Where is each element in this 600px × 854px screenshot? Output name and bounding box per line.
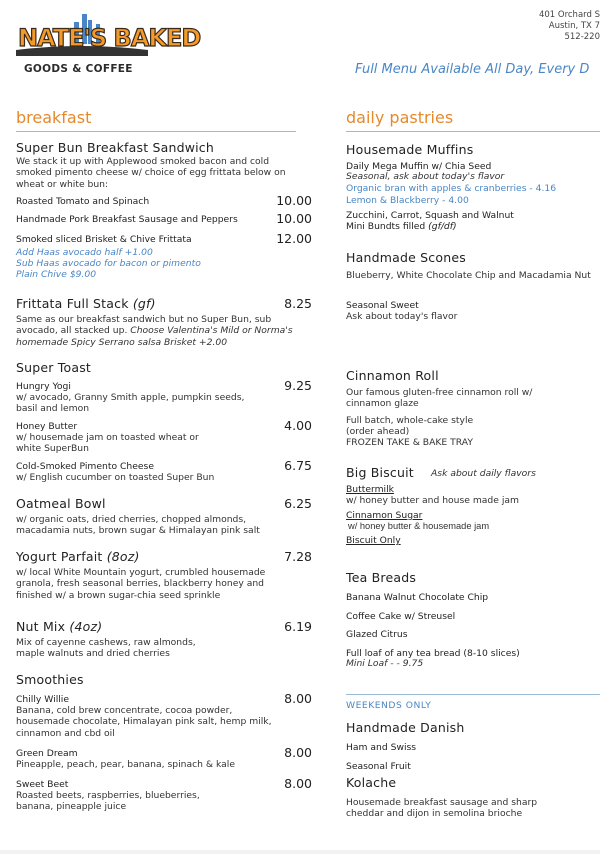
- item-option-blue: Lemon & Blackberry - 4.00: [346, 195, 469, 206]
- item-description: w/ organic oats, dried cherries, chopped almonds, macadamia nuts, brown sugar & Himalayan pink salt: [16, 514, 260, 537]
- address-line: 401 Orchard S: [538, 10, 600, 20]
- menu-option: Blueberry, White Chocolate Chip and Macadamia Nut: [346, 270, 591, 281]
- menu-option: Cinnamon Sugar: [346, 510, 423, 521]
- price: 8.25: [284, 296, 312, 311]
- item-note: Mini Loaf - - 9.75: [346, 658, 424, 669]
- menu-option: Glazed Citrus: [346, 629, 408, 640]
- item-description: w/ English cucumber on toasted Super Bun: [16, 472, 215, 483]
- item-description: w/ honey butter and house made jam: [346, 495, 519, 506]
- menu-option: Hungry Yogi: [16, 381, 71, 392]
- item-title: [16, 296, 156, 311]
- addon-note: Add Haas avocado half +1.00: [16, 247, 153, 258]
- item-note: Seasonal, ask about today's flavor: [346, 171, 505, 182]
- item-description: Full batch, whole-cake style (order ahead): [346, 415, 474, 438]
- page-footer: [0, 850, 600, 854]
- price: 6.75: [284, 458, 312, 473]
- item-description: Housemade breakfast sausage and sharp cheddar and dijon in semolina brioche: [346, 797, 538, 820]
- item-description: Our famous gluten-free cinnamon roll w/ cinnamon glaze: [346, 387, 533, 410]
- item-title: Super Bun Breakfast Sandwich: [16, 140, 215, 155]
- logo: [16, 12, 201, 82]
- phone: 512-220: [564, 32, 600, 42]
- item-title: Oatmeal Bowl: [16, 496, 106, 511]
- item-title: Handmade Scones: [346, 250, 466, 265]
- price: 10.00: [276, 211, 312, 226]
- item-description: Banana, cold brew concentrate, cocoa powder, housemade chocolate, Himalayan pink salt, hemp milk, cinnamon and cbd oil: [16, 705, 272, 739]
- weekends-label: WEEKENDS ONLY: [346, 700, 432, 711]
- menu-option-text: Mini Bundts filled: [346, 221, 426, 232]
- item-description: w/ avocado, Granny Smith apple, pumpkin seeds, basil and lemon: [16, 392, 245, 415]
- item-title-note: (8oz): [106, 549, 140, 564]
- price: 6.19: [284, 619, 312, 634]
- tagline: Full Menu Available All Day, Every D: [355, 62, 590, 77]
- section-title-breakfast: breakfast: [16, 108, 92, 127]
- item-title-text: Nut Mix: [16, 619, 66, 634]
- item-title: Smoothies: [16, 672, 84, 687]
- price: 10.00: [276, 193, 312, 208]
- menu-option: Biscuit Only: [346, 535, 401, 546]
- menu-option-note: (gf/df): [428, 221, 457, 232]
- item-title: Tea Breads: [346, 570, 417, 585]
- menu-option: Cold-Smoked Pimento Cheese: [16, 461, 154, 472]
- item-title: Housemade Muffins: [346, 142, 474, 157]
- menu-option: Daily Mega Muffin w/ Chia Seed: [346, 161, 492, 172]
- menu-option: Smoked sliced Brisket & Chive Frittata: [16, 234, 192, 245]
- item-description: w/ housemade jam on toasted wheat or white SuperBun: [16, 432, 199, 455]
- logo-subtitle: GOODS & COFFEE: [24, 63, 133, 75]
- addon-note: Plain Chive $9.00: [16, 269, 97, 280]
- menu-option: Roasted Tomato and Spinach: [16, 196, 150, 207]
- addon-note: Sub Haas avocado for bacon or pimento: [16, 258, 201, 269]
- item-title: [16, 549, 140, 564]
- item-note: Ask about today's flavor: [346, 311, 458, 322]
- item-description-text: Same as our breakfast sandwich but no Super Bun, sub avocado, all stacked up.: [16, 314, 272, 337]
- menu-option: Sweet Beet: [16, 779, 69, 790]
- menu-option: Buttermilk: [346, 484, 394, 495]
- item-title: Super Toast: [16, 360, 92, 375]
- item-title-text: Frittata Full Stack: [16, 296, 129, 311]
- price: 6.25: [284, 496, 312, 511]
- item-description: Pineapple, peach, pear, banana, spinach & kale: [16, 759, 235, 770]
- item-title-text: Yogurt Parfait: [16, 549, 103, 564]
- divider: [16, 131, 296, 132]
- menu-option: Ham and Swiss: [346, 742, 417, 753]
- price: 8.00: [284, 776, 312, 791]
- price: 9.25: [284, 378, 312, 393]
- item-title-note: (gf): [132, 296, 156, 311]
- item-description: We stack it up with Applewood smoked bacon and cold smoked pimento cheese w/ choice of egg frittata below on wheat or white bun:: [16, 156, 286, 190]
- logo-wordmark: NATE'S BAKED: [18, 24, 201, 52]
- item-description: w/ honey butter & housemade jam: [348, 521, 490, 531]
- item-description: FROZEN TAKE & BAKE TRAY: [346, 437, 473, 448]
- address-line: Austin, TX 7: [548, 21, 600, 31]
- item-description-note: Choose Valentina's Mild or Norma's homemade Spicy Serrano salsa Brisket +2.00: [16, 325, 293, 348]
- item-title: [16, 619, 102, 634]
- item-option-blue: Organic bran with apples & cranberries - 4.16: [346, 183, 557, 194]
- menu-option: Handmade Pork Breakfast Sausage and Peppers: [16, 214, 238, 225]
- item-title: Big Biscuit: [346, 465, 414, 480]
- menu-option: Coffee Cake w/ Streusel: [346, 611, 456, 622]
- menu-option: Seasonal Sweet: [346, 300, 419, 311]
- item-description: w/ local White Mountain yogurt, crumbled housemade granola, fresh seasonal berries, blackberry honey and finished w/ a brown sugar-chia seed sprinkle: [16, 567, 266, 601]
- price: 8.00: [284, 745, 312, 760]
- item-title: Handmade Danish: [346, 720, 465, 735]
- menu-option: Green Dream: [16, 748, 78, 759]
- address: [539, 10, 600, 43]
- price: 7.28: [284, 549, 312, 564]
- menu-option: Seasonal Fruit: [346, 761, 411, 772]
- price: 12.00: [276, 231, 312, 246]
- price: 4.00: [284, 418, 312, 433]
- menu-option: Banana Walnut Chocolate Chip: [346, 592, 489, 603]
- menu-option: [346, 221, 457, 232]
- item-description: Roasted beets, raspberries, blueberries, banana, pineapple juice: [16, 790, 200, 813]
- item-note: Ask about daily flavors: [431, 468, 536, 479]
- item-title: Cinnamon Roll: [346, 368, 439, 383]
- menu-option: Honey Butter: [16, 421, 78, 432]
- menu-option: Chilly Willie: [16, 694, 69, 705]
- item-title: Kolache: [346, 775, 397, 790]
- item-description: [16, 314, 296, 348]
- item-description: Mix of cayenne cashews, raw almonds, maple walnuts and dried cherries: [16, 637, 196, 660]
- divider: [346, 694, 600, 695]
- section-title-pastries: daily pastries: [346, 108, 454, 127]
- menu-option: Full loaf of any tea bread (8-10 slices): [346, 648, 520, 659]
- menu-option: Zucchini, Carrot, Squash and Walnut: [346, 210, 514, 221]
- divider: [346, 131, 600, 132]
- price: 8.00: [284, 691, 312, 706]
- item-title-note: (4oz): [69, 619, 103, 634]
